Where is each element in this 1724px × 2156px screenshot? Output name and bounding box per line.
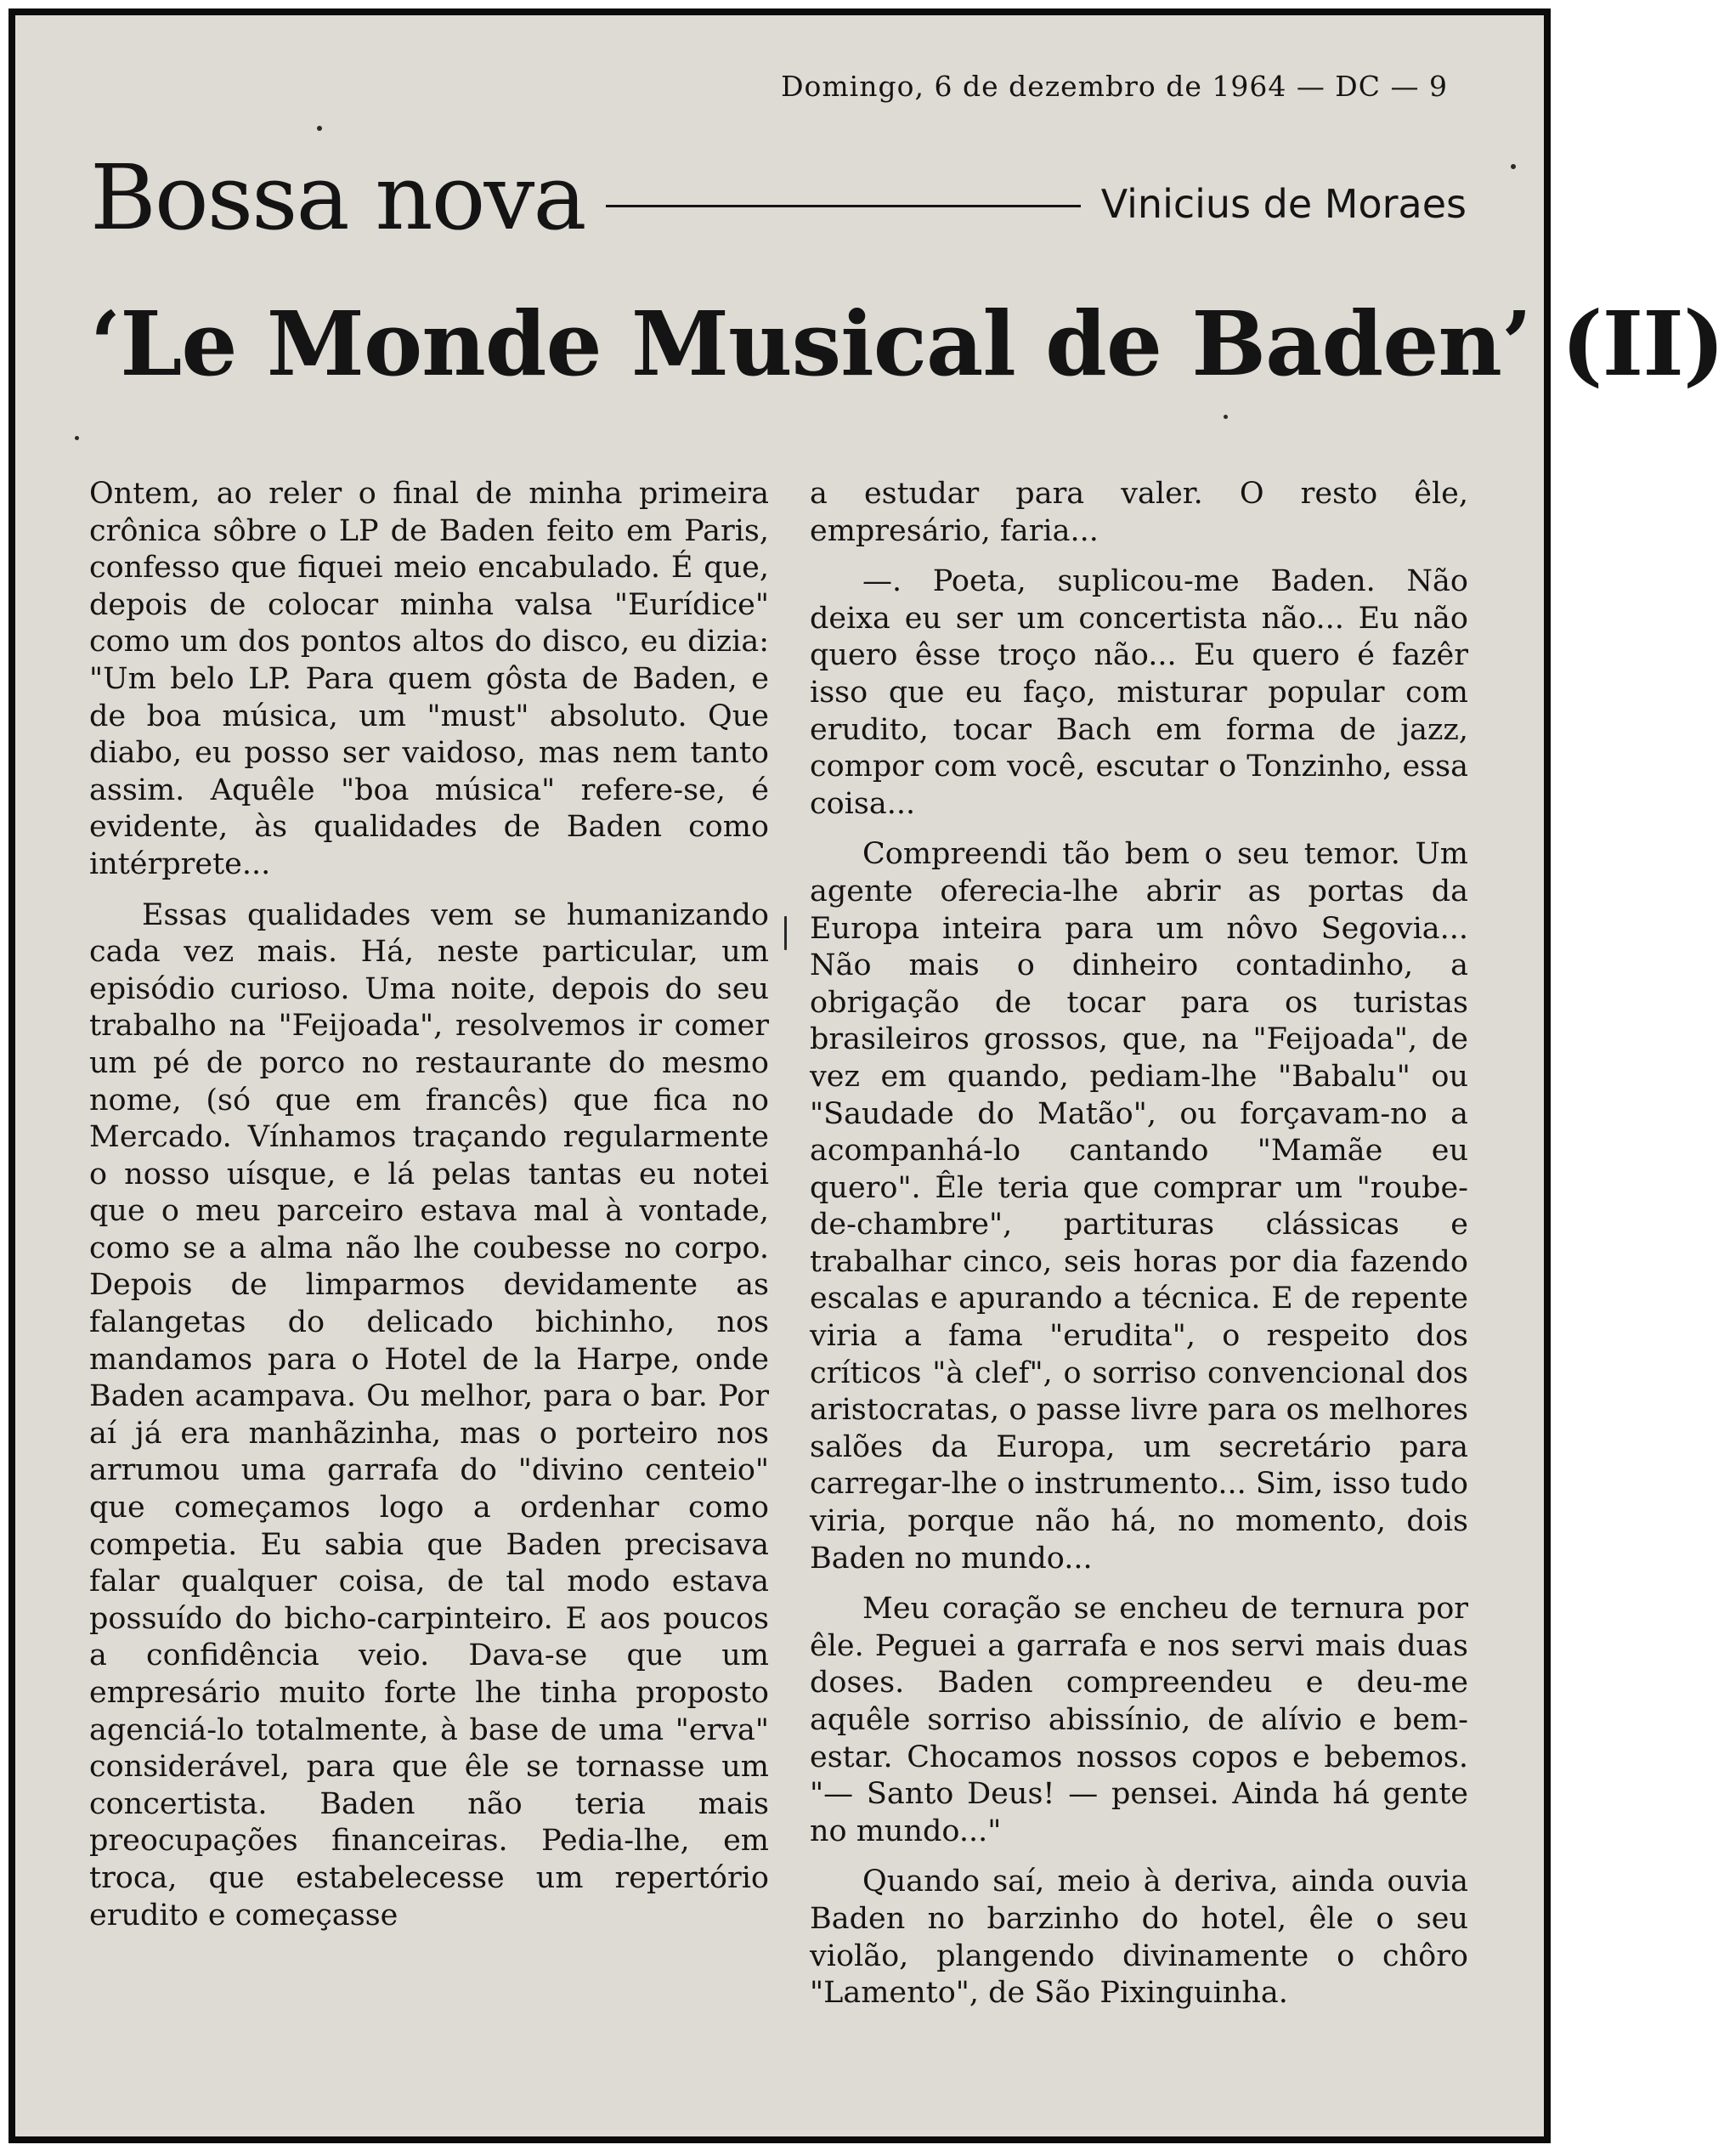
column-header (90, 143, 1467, 253)
paragraph: a estudar para valer. O resto êle, empresário, faria... (810, 477, 1468, 548)
paragraph: Essas qualidades vem se humanizando cada vez mais. Há, neste particular, um episódio curioso. Uma noite, depois do seu trabalho na "Feijoada", resolvemos ir comer um pé de porco no restaurante do mesmo nome, (só que em francês) que fica no Mercado. Vínhamos traçando regularmente o nosso uísque, e lá pelas tantas eu notei que o meu parceiro estava mal à vontade, como se a alma não lhe coubesse no corpo. Depois de limparmos devidamente as falangetas do delicado bichinho, nos mandamos para o Hotel de la Harpe, onde Baden acampava. Ou melhor, para o bar. Por aí já era manhãzinha, mas o porteiro nos arrumou uma garrafa do "divino centeio" que começamos logo a ordenhar como competia. Eu sabia que Baden precisava falar qualquer coisa, de tal modo estava possuído do bicho-carpinteiro. E aos poucos a confidência veio. Dava-se que um empresário muito forte lhe tinha proposto agenciá-lo totalmente, à base de uma "erva" considerável, para que êle se tornasse um concertista. Baden não teria mais preocupações financeiras. Pedia-lhe, em troca, que estabelecesse um repertório erudito e começasse (89, 897, 769, 1932)
paragraph: Ontem, ao reler o final de minha primeira crônica sôbre o LP de Baden feito em Paris, confesso que fiquei meio encabulado. É que, depois de colocar minha valsa "Eurídice" como um dos pontos altos do disco, eu dizia: "Um belo LP. Para quem gôsta de Baden, e de boa música, um "must" absoluto. Que diabo, eu posso ser vaidoso, mas nem tanto assim. Aquêle "boa música" refere-se, é evidente, às qualidades de Baden como intérprete... (89, 477, 769, 881)
paragraph: Meu coração se encheu de ternura por êle. Peguei a garrafa e nos servi mais duas doses. Baden compreendeu e deu-me aquêle sorriso abissínio, de alívio e bem-estar. Chocamos nossos copos e bebemos. "— Santo Deus! — pensei. Ainda há gente no mundo..." (810, 1592, 1468, 1848)
paragraph: —. Poeta, suplicou-me Baden. Não deixa eu ser um concertista não... Eu não quero êsse troço não... Eu quero é fazêr isso que eu faço, misturar popular com erudito, tocar Bach em forma de jazz, compor com você, escutar o Tonzinho, essa coisa... (810, 564, 1468, 821)
headline: ‘Le Monde Musical de Baden’ (II) (90, 291, 1724, 396)
print-speck (784, 916, 787, 950)
paragraph: Compreendi tão bem o seu temor. Um agente oferecia-lhe abrir as portas da Europa inteira para um nôvo Segovia... Não mais o dinheiro contadinho, a obrigação de tocar para os turistas brasileiros grossos, que, na "Feijoada", de vez em quando, pediam-lhe "Babalu" ou "Saudade do Matão", ou forçavam-no a acompanhá-lo cantando "Mamãe eu quero". Êle teria que comprar um "roube-de-chambre", partituras clássicas e trabalhar cinco, seis horas por dia fazendo escalas e apurando a técnica. E de repente viria a fama "erudita", o respeito dos críticos "à clef", o sorriso convencional dos aristocratas, o passe livre para os melhores salões da Europa, um secretário para carregar-lhe o instrumento... Sim, isso tudo viria, porque não há, no momento, dois Baden no mundo... (810, 837, 1468, 1576)
print-speck (1224, 415, 1228, 419)
author-byline: Vinicius de Moraes (1100, 181, 1467, 227)
print-speck (75, 436, 79, 440)
print-speck (1511, 164, 1516, 169)
dateline: Domingo, 6 de dezembro de 1964 — DC — 9 (781, 70, 1448, 103)
header-rule (606, 205, 1081, 207)
newspaper-clipping (8, 8, 1724, 2143)
right-column (810, 476, 1468, 2012)
print-speck (317, 126, 322, 131)
paragraph: Quando saí, meio à deriva, ainda ouvia Baden no barzinho do hotel, êle o seu violão, plangendo divinamente o chôro "Lamento", de São Pixinguinha. (810, 1865, 1468, 2011)
left-column (89, 476, 769, 1934)
column-title: Bossa nova (90, 145, 585, 250)
